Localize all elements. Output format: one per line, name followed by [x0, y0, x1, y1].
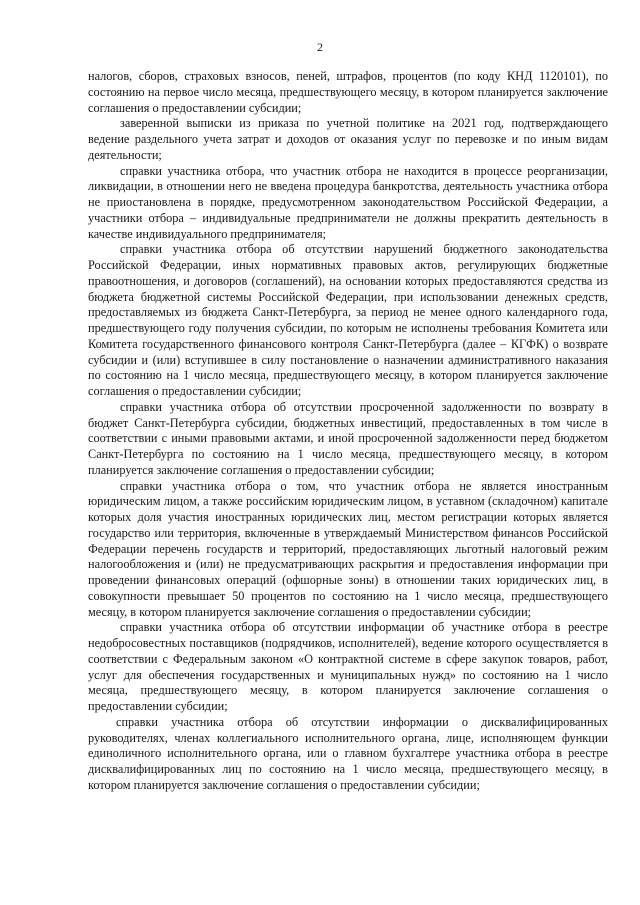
- page-number: 2: [317, 40, 323, 54]
- paragraph-tax-arrears: налогов, сборов, страховых взносов, пеней, штрафов, процентов (по коду КНД 1120101), по состоянию на первое число месяца, предшествующего месяцу, в котором планируется заключение соглашения о предоставлении субсидии;: [88, 69, 608, 115]
- paragraph-accounting-policy-extract: заверенной выписки из приказа по учетной политике на 2021 год, подтверждающего ведение раздельного учета затрат и доходов от оказания услуг по перевозке и по иным видам деятельности;: [88, 116, 608, 162]
- paragraph-reorganization-certificate: справки участника отбора, что участник отбора не находится в процессе реорганизации, ликвидации, в отношении него не введена процедура банкротства, деятельность участника отбора не приостановлена в порядке, предусмотренном законодательством Российской Федерации, а участники отбора – индивидуальные предприниматели не должны прекратить деятельность в качестве индивидуального предпринимателя;: [88, 163, 608, 241]
- document-body: [88, 69, 608, 794]
- paragraph-overdue-debt-certificate: справки участника отбора об отсутствии просроченной задолженности по возврату в бюджет Санкт-Петербурга субсидии, бюджетных инвестиций, предоставленных в том числе в соответствии с иными правовыми актами, и иной просроченной задолженности перед бюджетом Санкт-Петербурга по состоянию на 1 число месяца, предшествующего месяцу, в котором планируется заключение соглашения о предоставлении субсидии;: [88, 399, 608, 477]
- paragraph-budget-violations-certificate: справки участника отбора об отсутствии нарушений бюджетного законодательства Российской Федерации, иных нормативных правовых актов, регулирующих бюджетные правоотношения, и договоров (соглашений), на основании которых предоставляются средства из бюджета бюджетной системы Российской Федерации, при использовании денежных средств, предоставляемых из бюджета Санкт-Петербурга, за период не менее одного календарного года, предшествующего году получения субсидии, по которым не исполнены требования Комитета или Комитета государственного финансового контроля Санкт-Петербурга (далее – КГФК) о возврате субсидии и (или) вступившее в силу постановление о назначении административного наказания по состоянию на 1 число месяца, предшествующего месяцу, в котором планируется заключение соглашения о предоставлении субсидии;: [88, 242, 608, 398]
- paragraph-unfair-suppliers-certificate: справки участника отбора об отсутствии информации об участнике отбора в реестре недобросовестных поставщиков (подрядчиков, исполнителей), ведение которого осуществляется в соответствии с Федеральным законом «О контрактной системе в сфере закупок товаров, работ, услуг для обеспечения государственных и муниципальных нужд» по состоянию на 1 число месяца, предшествующего месяцу, в котором планируется заключение соглашения о предоставлении субсидии;: [88, 620, 608, 713]
- paragraph-disqualified-persons-certificate: справки участника отбора об отсутствии информации о дисквалифицированных руководителях, членах коллегиального исполнительного органа, лице, исполняющем функции единоличного исполнительного органа, или о главном бухгалтере участника отбора в реестре дисквалифицированных лиц по состоянию на 1 число месяца, предшествующего месяцу, в котором планируется заключение соглашения о предоставлении субсидии;: [88, 714, 608, 792]
- paragraph-foreign-entity-certificate: справки участника отбора о том, что участник отбора не является иностранным юридическим лицом, а также российским юридическим лицом, в уставном (складочном) капитале которых доля участия иностранных юридических лиц, местом регистрации которых является государство или территория, включенные в утверждаемый Министерством финансов Российской Федерации перечень государств и территорий, предоставляющих льготный налоговый режим налогообложения и (или) не предусматривающих раскрытия и предоставления информации при проведении финансовых операций (офшорные зоны) в отношении таких юридических лиц, в совокупности превышает 50 процентов по состоянию на 1 число месяца, предшествующего месяцу, в котором планируется заключение соглашения о предоставлении субсидии;: [88, 478, 608, 619]
